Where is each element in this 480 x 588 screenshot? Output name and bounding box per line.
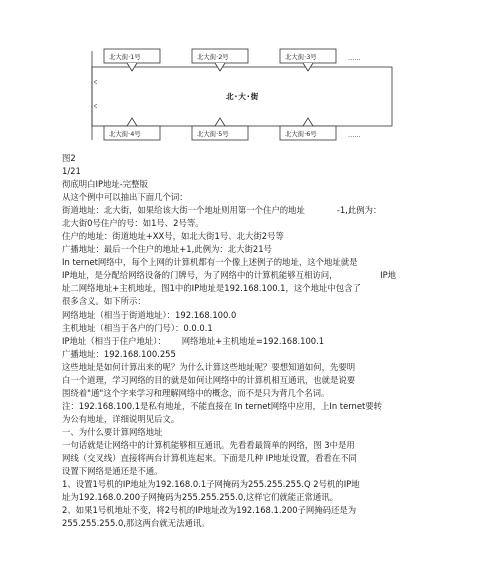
page-number: 1/21 [62, 166, 81, 176]
house-label: 北大街·2号 [197, 53, 229, 61]
street-diagram-svg [82, 40, 394, 152]
text-line: 设置下网络是通还是不通。 [62, 466, 163, 476]
text-line: 住户的地址：街道地址+XX号，如北大街1号、北大街2号等 [62, 231, 284, 241]
text-line: 一句话就是让网络中的计算机能够相互通讯。先看看最简单的网络，图 3中是用 [62, 440, 355, 450]
house-label: 北大街·5号 [197, 130, 229, 138]
street-label: 北·大·街 [226, 92, 260, 101]
street-diagram [82, 40, 394, 152]
text-line: 从这个例中可以抽出下面几个词： [62, 192, 188, 202]
text-line: In ternet网络中，每个上网的计算机都有一个像上述例子的地址，这个地址就是 [62, 257, 358, 267]
house-label: 北大街·1号 [109, 53, 141, 61]
text-line: 北大街0号住户的号：如1号、2号等。 [62, 218, 204, 228]
section-heading: 一、为什么要计算网络地址 [62, 427, 163, 437]
text-line: 1、设置1号机的IP地址为192.168.0.1子网掩码为255.255.255.Q 2号机的IP地 [62, 479, 360, 489]
text-line: 2、如果1号机地址不变，将2号机的IP地址改为192.168.1.200子网掩码还是为 [62, 505, 357, 515]
ellipsis-top: …… [348, 54, 361, 62]
house-label: 北大街·6号 [285, 130, 317, 138]
house-top-1 [104, 49, 160, 71]
text-line: 白一个道理，学习网络的目的就是如何让网络中的计算机相互通讯，也就是说要 [62, 375, 356, 385]
text-line: 为公有地址，详细说明见后文。 [62, 414, 180, 424]
house-top-3 [280, 49, 336, 71]
text-line: 网络地址（相当于街道地址）：192.168.100.0 [62, 310, 237, 320]
house-label: 北大街·4号 [109, 130, 141, 138]
figure-caption: 图2 [62, 153, 76, 163]
text-line: 注：192.168.100.1是私有地址，不能直接在 In ternet网络中应用，上In ternet要转 [62, 401, 383, 411]
text-line: 广播地址：最后一个住户的地址+1,此例为：北大街21号 [62, 244, 272, 254]
house-bottom-5 [192, 118, 248, 140]
text-line: 主机地址（相当于各户的门号）：0.0.0.1 [62, 323, 213, 333]
arrow-mark-icon [94, 80, 97, 84]
house-label: 北大街·3号 [285, 53, 317, 61]
ellipsis-bottom: …… [348, 131, 361, 139]
arrow-mark-icon [94, 104, 97, 108]
house-top-2 [192, 49, 248, 71]
text-line: 址为192.168.0.200子网掩码为255.255.255.0,这样它们就能正常通讯。 [62, 492, 338, 502]
text-line: 围绕着"通"这个字来学习和理解网络中的概念，而不是只为背几个名词。 [62, 388, 330, 398]
text-line: 255.255.255.0,那这两台就无法通讯。 [62, 518, 210, 528]
text-line: 很多含义。如下所示： [62, 296, 146, 306]
text-line: 广播地址：192.168.100.255 [62, 349, 176, 359]
doc-title: 彻底明白IP地址-完整版 [62, 179, 148, 189]
text-line: 址二网络地址+主机地址，图1中的IP地址是192.168.100.1，这个地址中包含了 [62, 283, 361, 293]
text-line: IP地址（相当于住户地址）： 网络地址+主机地址=192.168.100.1 [62, 336, 325, 346]
text-line: IP地址，是分配给网络设备的门牌号，为了网络中的计算机能够互相访问， IP地 [62, 270, 397, 280]
house-bottom-6 [280, 118, 336, 140]
text-line: 网线（交叉线）直接将两台计算机连起来。下面是几种 IP地址设置，看看在不同 [62, 453, 357, 463]
house-bottom-4 [104, 118, 160, 140]
text-line: 这些地址是如何计算出来的呢？为什么计算这些地址呢？要想知道如何，先要明 [62, 362, 356, 372]
text-line: 街道地址：北大街，如果给该大街一个地址则用第一个住户的地址 -1,此例为： [62, 205, 382, 215]
